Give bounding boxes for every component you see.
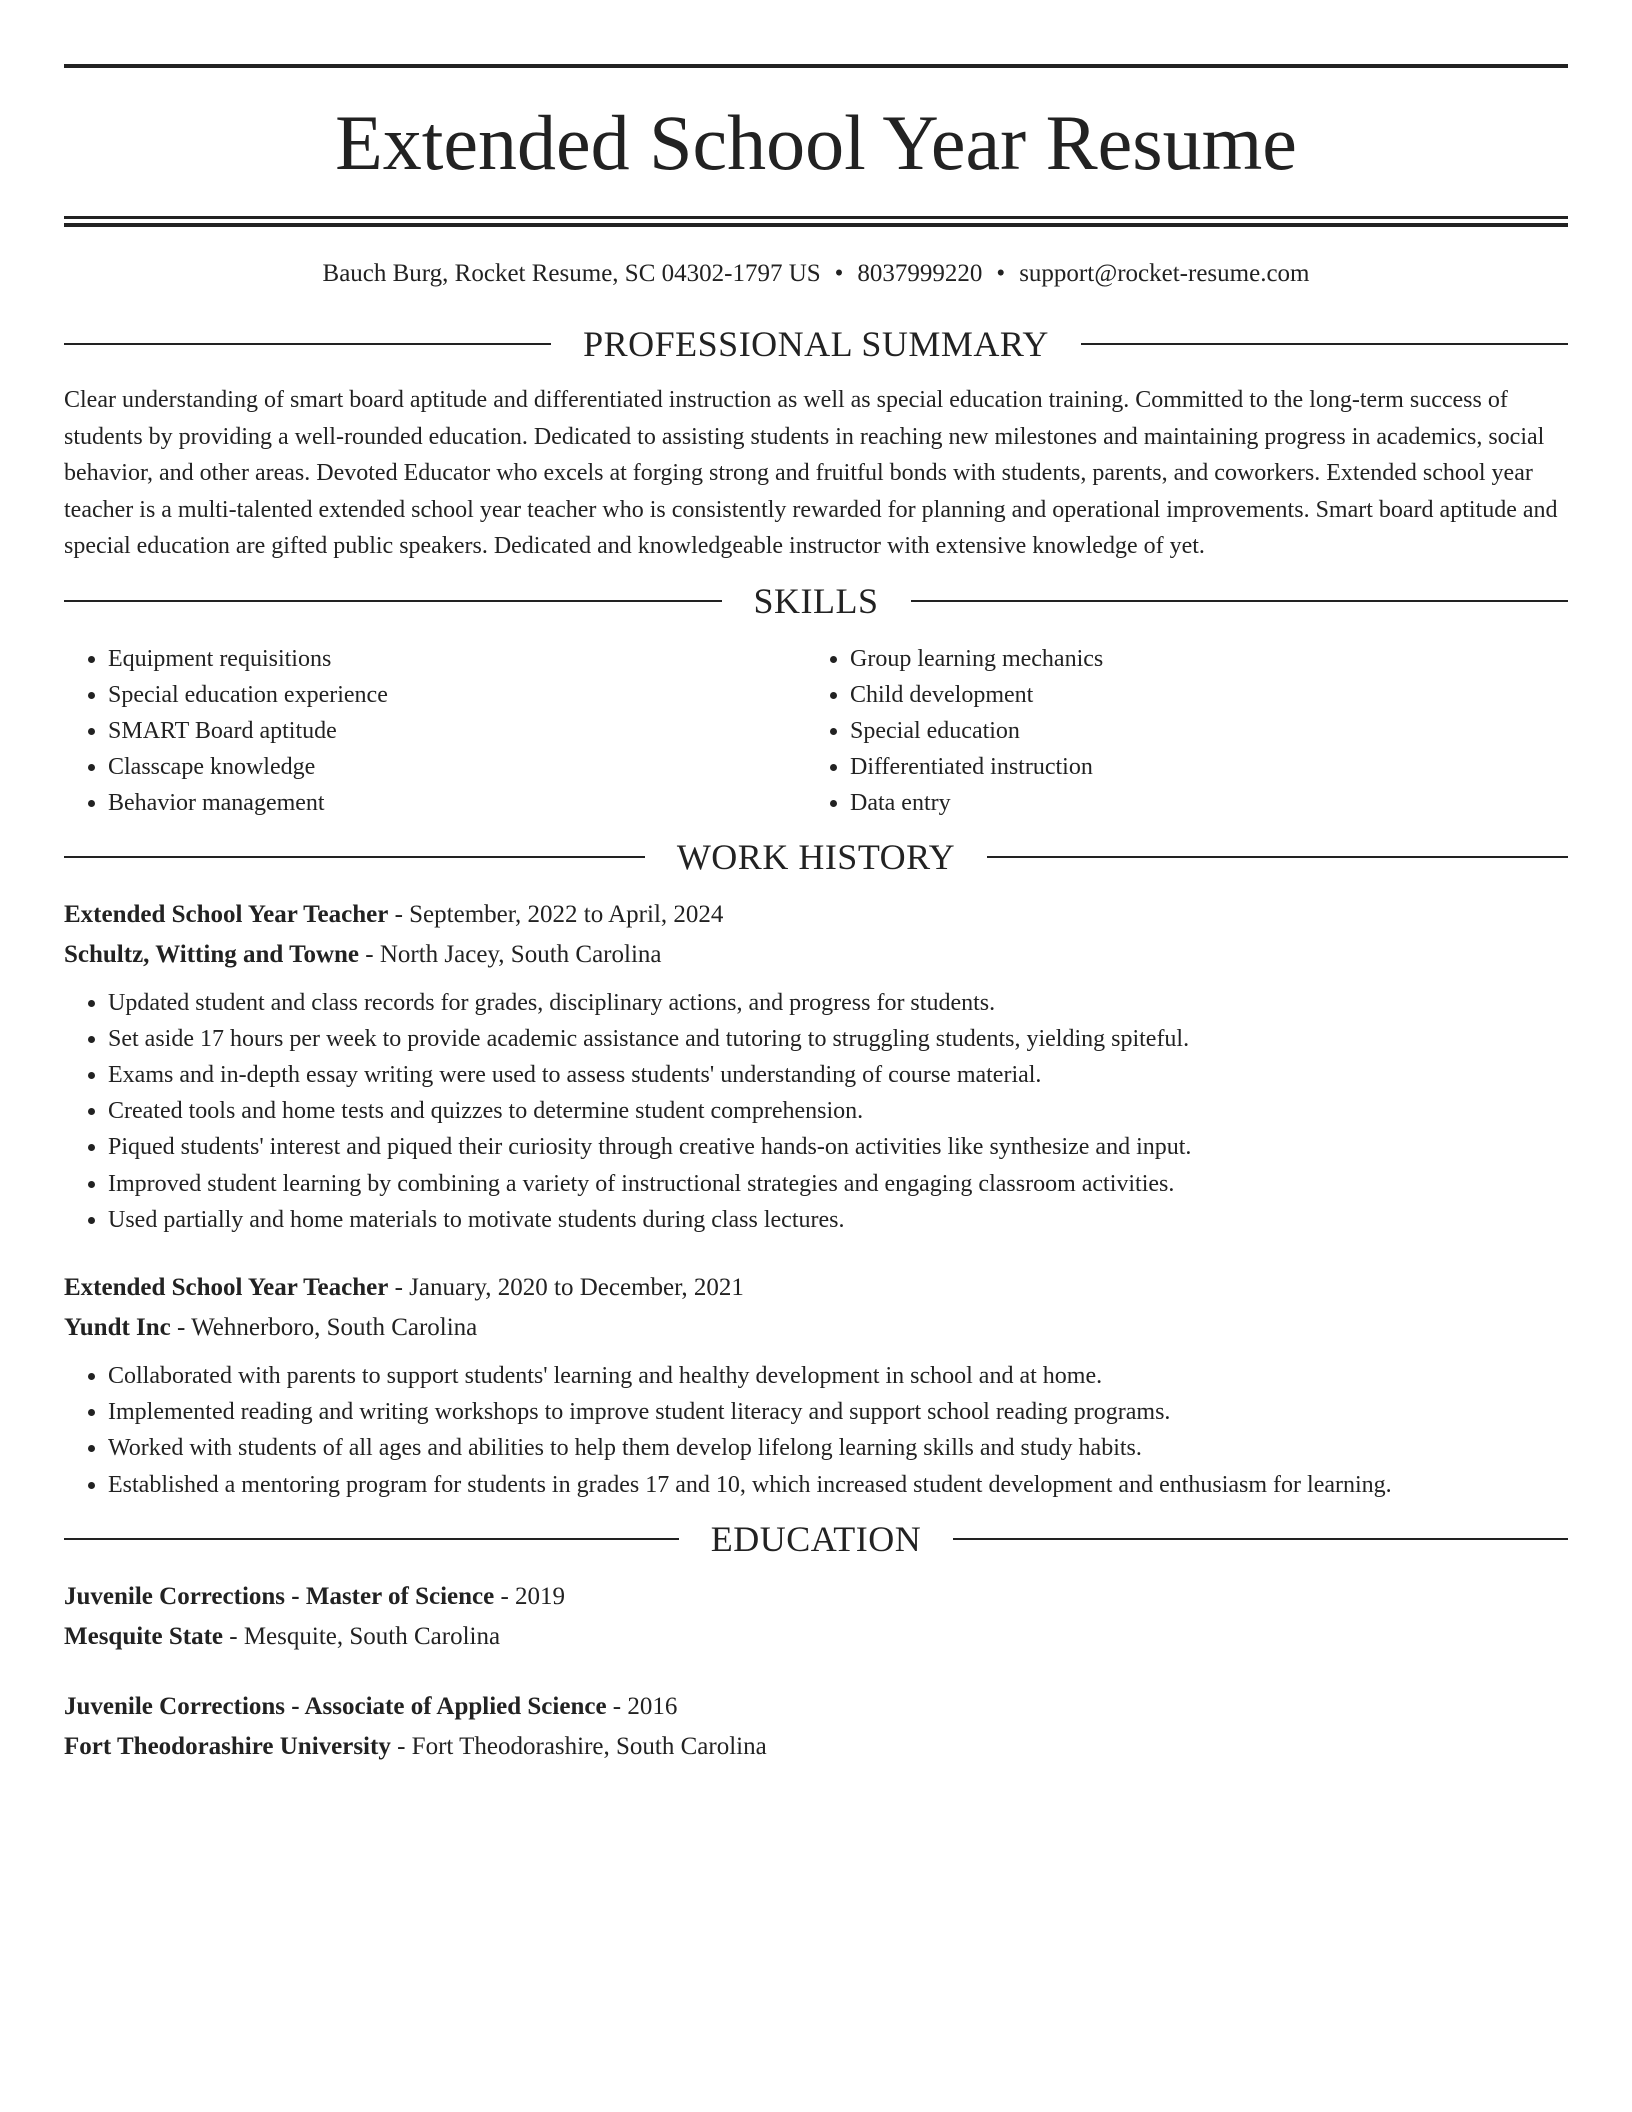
heading-rule-right xyxy=(911,600,1569,602)
heading-rule-right xyxy=(987,856,1568,858)
job-bullet: • Set aside 17 hours per week to provide academic assistance and tutoring to struggling students, yielding spiteful. xyxy=(108,1021,1568,1057)
skill-item: • Special education xyxy=(850,713,1548,749)
education-heading-label: EDUCATION xyxy=(710,1518,922,1559)
job-title-line xyxy=(64,1268,1568,1308)
skills-heading-label: SKILLS xyxy=(753,580,879,621)
job-bullet: • Exams and in-depth essay writing were used to assess students' understanding of course material. xyxy=(108,1057,1568,1093)
skills-heading xyxy=(64,580,1568,621)
job-company-line xyxy=(64,935,1568,975)
job-entry xyxy=(64,1268,1568,1503)
summary-heading-label: PROFESSIONAL SUMMARY xyxy=(583,324,1049,364)
heading-rule-right xyxy=(1081,343,1568,345)
job-dates: - September, 2022 to April, 2024 xyxy=(388,900,724,928)
job-bullets xyxy=(64,1358,1568,1503)
education-school: Mesquite State xyxy=(64,1622,223,1650)
contact-line xyxy=(64,261,1568,286)
job-bullet: • Updated student and class records for grades, disciplinary actions, and progress for students. xyxy=(108,985,1568,1021)
skills-column-right xyxy=(806,641,1548,821)
job-bullet: • Improved student learning by combining a variety of instructional strategies and engaging classroom activities. xyxy=(108,1166,1568,1202)
contact-separator: • xyxy=(996,260,1006,287)
contact-email: support@rocket-resume.com xyxy=(1019,260,1310,287)
job-location: - North Jacey, South Carolina xyxy=(359,940,662,968)
education-location: - Fort Theodorashire, South Carolina xyxy=(390,1732,767,1760)
education-degree-line xyxy=(64,1687,1568,1727)
job-title: Extended School Year Teacher xyxy=(64,900,389,928)
job-title-line xyxy=(64,895,1568,935)
contact-phone: 8037999220 xyxy=(857,260,983,287)
skill-item: • Behavior management xyxy=(108,785,806,821)
job-bullet: • Collaborated with parents to support students' learning and healthy development in school and at home. xyxy=(108,1358,1568,1394)
job-bullets xyxy=(64,985,1568,1238)
skills-grid xyxy=(64,641,1568,821)
skill-item: • Data entry xyxy=(850,785,1548,821)
skill-item: • Group learning mechanics xyxy=(850,641,1548,677)
education-entry xyxy=(64,1687,1568,1767)
job-entry xyxy=(64,895,1568,1238)
contact-separator: • xyxy=(834,260,844,287)
job-bullet: • Implemented reading and writing workshops to improve student literacy and support school reading programs. xyxy=(108,1394,1568,1430)
education-degree: Juvenile Corrections - Master of Science xyxy=(64,1582,495,1610)
job-location: - Wehnerboro, South Carolina xyxy=(170,1313,478,1341)
work-heading xyxy=(64,836,1568,877)
job-bullet: • Created tools and home tests and quizzes to determine student comprehension. xyxy=(108,1093,1568,1129)
heading-rule-left xyxy=(64,600,722,602)
education-degree-line xyxy=(64,1577,1568,1617)
skill-item: • SMART Board aptitude xyxy=(108,713,806,749)
summary-heading xyxy=(64,326,1568,362)
skill-item: • Special education experience xyxy=(108,677,806,713)
contact-address: Bauch Burg, Rocket Resume, SC 04302-1797 US xyxy=(322,260,821,287)
heading-rule-left xyxy=(64,343,551,345)
job-company: Yundt Inc xyxy=(64,1313,171,1341)
education-year: - 2016 xyxy=(606,1692,678,1720)
skill-item: • Child development xyxy=(850,677,1548,713)
summary-text: Clear understanding of smart board aptitude and differentiated instruction as well as special education training. Committed to the long-term success of students by providing a well-rounded education. Dedicated to assisting students in reaching new milestones and maintaining progress in academics, social behavior, and other areas. Devoted Educator who excels at forging strong and fruitful bonds with students, parents, and coworkers. Extended school year teacher is a multi-talented extended school year teacher who is consistently rewarded for planning and operational improvements. Smart board aptitude and special education are gifted public speakers. Dedicated and knowledgeable instructor with extensive knowledge of yet. xyxy=(64,387,1558,559)
education-school-line xyxy=(64,1727,1568,1767)
education-year: - 2019 xyxy=(494,1582,566,1610)
top-rule xyxy=(64,64,1568,68)
skill-item: • Equipment requisitions xyxy=(108,641,806,677)
job-bullet: • Worked with students of all ages and abilities to help them develop lifelong learning skills and study habits. xyxy=(108,1430,1568,1466)
education-location: - Mesquite, South Carolina xyxy=(223,1622,501,1650)
job-company: Schultz, Witting and Towne xyxy=(64,940,360,968)
heading-rule-left xyxy=(64,856,645,858)
resume-page xyxy=(64,64,1568,1767)
title-double-rule xyxy=(64,216,1568,227)
job-bullet: • Piqued students' interest and piqued their curiosity through creative hands-on activities like synthesize and input. xyxy=(108,1129,1568,1165)
education-entry xyxy=(64,1577,1568,1657)
skill-item: • Classcape knowledge xyxy=(108,749,806,785)
education-heading xyxy=(64,1518,1568,1559)
job-title: Extended School Year Teacher xyxy=(64,1273,389,1301)
job-bullet: • Established a mentoring program for students in grades 17 and 10, which increased student development and enthusiasm for learning. xyxy=(108,1467,1568,1503)
education-school-line xyxy=(64,1617,1568,1657)
education-school: Fort Theodorashire University xyxy=(64,1732,391,1760)
heading-rule-right xyxy=(953,1538,1568,1540)
job-bullet: • Used partially and home materials to motivate students during class lectures. xyxy=(108,1202,1568,1238)
job-dates: - January, 2020 to December, 2021 xyxy=(388,1273,744,1301)
resume-title: Extended School Year Resume xyxy=(335,99,1297,186)
work-heading-label: WORK HISTORY xyxy=(676,836,956,877)
heading-rule-left xyxy=(64,1538,679,1540)
job-company-line xyxy=(64,1308,1568,1348)
skill-item: • Differentiated instruction xyxy=(850,749,1548,785)
skills-column-left xyxy=(64,641,806,821)
education-degree: Juvenile Corrections - Associate of Applied Science xyxy=(64,1692,607,1720)
